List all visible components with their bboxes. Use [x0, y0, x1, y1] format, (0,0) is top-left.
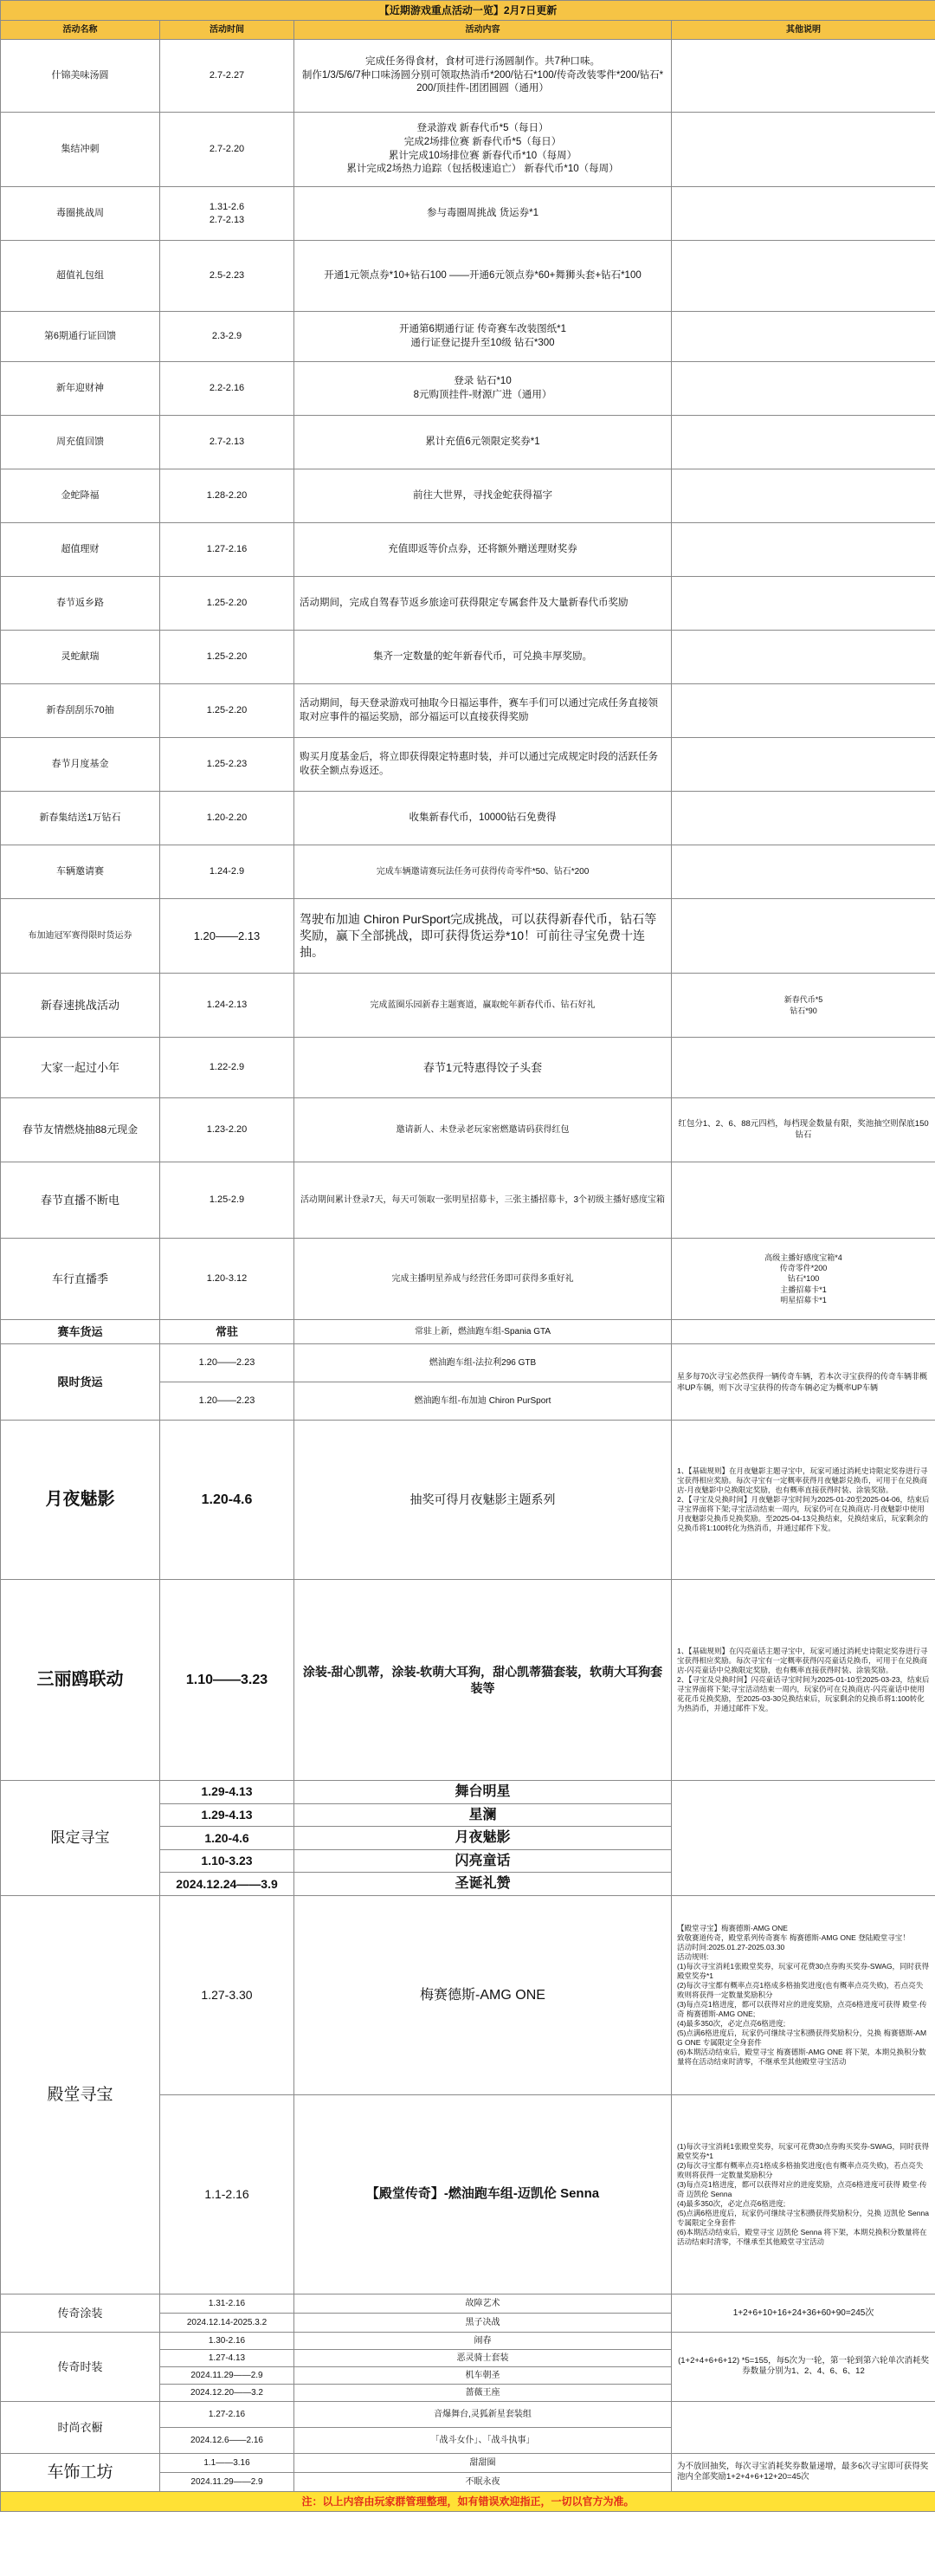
activity-time: 2024.12.24——3.9 [160, 1873, 294, 1896]
note-line: 主播招募卡*1 [780, 1285, 827, 1294]
activity-note: (1+2+4+6+6+12) *5=155，每5次为一轮，第一轮到第六轮单次消耗奖券数量分别为1、2、4、6、6、12 [672, 2332, 935, 2401]
activity-time: 1.20——2.23 [160, 1344, 294, 1382]
activity-name: 超值礼包组 [1, 241, 160, 312]
table-row [1, 1239, 935, 1320]
table-row [1, 684, 935, 738]
activity-content: 甜甜圈 [294, 2453, 672, 2472]
activity-content: 音爆舞台,灵狐新星套装组 [294, 2401, 672, 2427]
activity-name: 三丽鸥联动 [1, 1580, 160, 1781]
header-row [1, 21, 935, 40]
activity-time: 1.1——3.16 [160, 2453, 294, 2472]
activity-time: 1.20-4.6 [160, 1421, 294, 1580]
activity-time: 1.31-2.16 [160, 2294, 294, 2313]
activity-content: 抽奖可得月夜魅影主题系列 [294, 1421, 672, 1580]
activity-name: 春节友情燃烧抽88元现金 [1, 1098, 160, 1162]
activity-content: 涂装-甜心凯蒂，涂装-软萌大耳狗，甜心凯蒂猫套装，软萌大耳狗套装等 [294, 1580, 672, 1781]
activity-note [672, 187, 935, 241]
activity-content: 【殿堂传奇】-燃油跑车组-迈凯伦 Senna [294, 2094, 672, 2294]
activity-content: 闹春 [294, 2332, 672, 2349]
sheet-title: 【近期游戏重点活动一览】2月7日更新 [1, 1, 935, 21]
note-line: 钻石*100 [787, 1274, 820, 1284]
footer-note: 注：以上内容由玩家群管理整理，如有错误欢迎指正，一切以官方为准。 [1, 2491, 935, 2511]
activity-note: 为不放回抽奖，每次寻宝消耗奖券数量递增，最多6次寻宝即可获得奖池内全部奖励1+2+4+6+12+20=45次 [672, 2453, 935, 2491]
activity-note [672, 738, 935, 792]
header-content: 活动内容 [294, 21, 672, 40]
activity-content: 活动期间，完成自驾春节返乡旅途可获得限定专属套件及大量新春代币奖励 [294, 577, 672, 631]
table-row [1, 1421, 935, 1580]
table-row [1, 362, 935, 416]
table-row [1, 469, 935, 523]
content-line: 登录 钻石*10 [454, 375, 512, 386]
table-row [1, 738, 935, 792]
activity-note [672, 1580, 935, 1781]
activity-content: 「战斗女仆」、「战斗执事」 [294, 2427, 672, 2453]
table-row [1, 899, 935, 974]
activity-note [672, 40, 935, 113]
activity-content: 梅赛德斯-AMG ONE [294, 1895, 672, 2094]
content-line: 制作1/3/5/6/7种口味汤圆分别可领取热消币*200/钻石*100/传奇改装零件*200/钻石*200/顶挂件-团团圆圆（通用） [301, 69, 664, 94]
activity-name: 布加迪冠军赛得限时货运券 [1, 899, 160, 974]
activity-time: 2.5-2.23 [160, 241, 294, 312]
activity-time: 2024.11.29——2.9 [160, 2472, 294, 2491]
table-row [1, 1320, 935, 1344]
note-line: 传奇零件*200 [779, 1264, 828, 1273]
table-row [1, 416, 935, 469]
note-line: 新春代币*5 [783, 995, 823, 1005]
activity-content: 开通1元领点券*10+钻石100 ——开通6元领点券*60+舞狮头套+钻石*100 [294, 241, 672, 312]
activity-content: 活动期间，每天登录游戏可抽取今日福运事件，赛车手们可以通过完成任务直接领取对应事件的福运奖励，部分福运可以直接获得奖励 [294, 684, 672, 738]
note-line: (1)每次寻宝消耗1张殿堂奖券，玩家可花费30点券购买奖券-SWAG，同时获得殿堂奖券*1 [677, 2141, 930, 2160]
activity-content: 收集新春代币，10000钻石免费得 [294, 792, 672, 845]
activity-time: 1.25-2.23 [160, 738, 294, 792]
activity-note: 星多每70次寻宝必然获得一辆传奇车辆，若本次寻宝获得的传奇车辆非概率UP车辆，则下次寻宝获得的传奇车辆必定为概率UP车辆 [672, 1344, 935, 1421]
activity-note [672, 1320, 935, 1344]
activity-content: 累计充值6元领限定奖券*1 [294, 416, 672, 469]
activity-note [672, 1239, 935, 1320]
activity-time: 1.20-2.20 [160, 792, 294, 845]
activity-name: 传奇时装 [1, 2332, 160, 2401]
table-row [1, 1162, 935, 1239]
activity-time: 1.27-2.16 [160, 2401, 294, 2427]
content-line: 开通第6期通行证 传奇赛车改装图纸*1 [399, 323, 566, 334]
content-line: 8元购顶挂件-财源广进（通用） [413, 389, 552, 400]
activity-time: 1.27-4.13 [160, 2349, 294, 2366]
note-line: 【殿堂寻宝】梅赛德斯-AMG ONE [677, 1923, 788, 1932]
table-row [1, 631, 935, 684]
note-line: (3)每点亮1格进度，都可以获得对应的进度奖励，点亮6格进度可获得 殿堂·传奇 迈凯伦 Senna [677, 2179, 927, 2198]
activity-name: 灵蛇献瑞 [1, 631, 160, 684]
activity-time: 1.20-4.6 [160, 1827, 294, 1850]
activity-note [672, 469, 935, 523]
activity-content [294, 113, 672, 187]
table-row [1, 2453, 935, 2472]
note-line: (6)本期活动结束后，殿堂寻宝 迈凯伦 Senna 将下架，本期兑换积分数量将在活动结束时清零，不继承至其他殿堂寻宝活动 [677, 2228, 927, 2247]
table-row [1, 577, 935, 631]
activity-time: 2.7-2.27 [160, 40, 294, 113]
activity-content: 完成车辆邀请赛玩法任务可获得传奇零件*50、钻石*200 [294, 845, 672, 899]
activity-note [672, 241, 935, 312]
note-line: (6)本期活动结束后，殿堂寻宝 梅赛德斯-AMG ONE 将下架，本期兑换积分数量将在活动结束时清零，不继承至其他殿堂寻宝活动 [677, 2048, 926, 2067]
activity-content: 春节1元特惠得饺子头套 [294, 1038, 672, 1098]
activity-time: 1.25-2.20 [160, 577, 294, 631]
activity-name: 车饰工坊 [1, 2453, 160, 2491]
activity-note [672, 974, 935, 1038]
activity-note: 1+2+6+10+16+24+36+60+90=245次 [672, 2294, 935, 2332]
activity-content: 购买月度基金后，将立即获得限定特惠时装，并可以通过完成规定时段的活跃任务收获全额点券返还。 [294, 738, 672, 792]
content-line: 累计完成10场排位赛 新春代币*10（每周） [388, 150, 577, 161]
activity-content: 参与毒圈周挑战 货运券*1 [294, 187, 672, 241]
activity-content: 完成主播明星养成与经营任务即可获得多重好礼 [294, 1239, 672, 1320]
activity-time: 1.20——2.13 [160, 899, 294, 974]
activity-note [672, 1421, 935, 1580]
activity-name: 时尚衣橱 [1, 2401, 160, 2453]
activity-name: 周充值回馈 [1, 416, 160, 469]
activity-name: 车行直播季 [1, 1239, 160, 1320]
table-row [1, 1344, 935, 1382]
activity-content: 燃油跑车组-法拉利296 GTB [294, 1344, 672, 1382]
activity-time: 1.22-2.9 [160, 1038, 294, 1098]
note-line: (5)点满6格进度后，玩家仍可继续寻宝积攒获得奖励积分，兑换 迈凯伦 Senna 专属限定全身套件 [677, 2209, 929, 2228]
activity-time [160, 187, 294, 241]
note-line: (2)每次寻宝都有概率点亮1格成多格抽奖进度(也有概率点亮失败)，若点亮失败则将获得一定数量奖励积分 [677, 2160, 924, 2179]
activity-content: 燃油跑车组-布加迪 Chiron PurSport [294, 1382, 672, 1421]
note-line: (1)每次寻宝消耗1张殿堂奖券，玩家可花费30点券购买奖券-SWAG，同时获得殿堂奖券*1 [677, 1961, 930, 1980]
table-row [1, 1895, 935, 2094]
activity-time: 1.25-2.9 [160, 1162, 294, 1239]
activity-time: 1.27-2.16 [160, 523, 294, 577]
activity-note [672, 792, 935, 845]
activity-time: 1.27-3.30 [160, 1895, 294, 2094]
table-row [1, 187, 935, 241]
content-line: 完成2场排位赛 新春代币*5（每日） [403, 136, 562, 147]
table-row [1, 974, 935, 1038]
note-line: (4)最多350次，必定点亮6格进度; [677, 2019, 786, 2029]
activity-content: 舞台明星 [294, 1781, 672, 1804]
activity-content: 故障艺术 [294, 2294, 672, 2313]
content-line: 通行证登记提升至10级 钻石*300 [410, 337, 555, 348]
activity-name: 新年迎财神 [1, 362, 160, 416]
note-line: 2、【寻宝及兑换时间】闪亮童话寻宝时间为2025-01-10至2025-03-23，结束后寻宝界面将下架;寻宝活动结束一周内，玩家仍可在兑换商店-闪亮童话中使用花花币兑换奖励，至2025-03-30兑换结束后，玩家剩余的兑换币将1:100转化为热消币，并通过邮件下发。 [677, 1674, 930, 1713]
footer-row [1, 2491, 935, 2511]
activity-time: 2.3-2.9 [160, 312, 294, 362]
activity-note [672, 362, 935, 416]
activity-name: 超值理财 [1, 523, 160, 577]
activity-content: 闪亮童话 [294, 1849, 672, 1873]
title-row [1, 1, 935, 21]
activity-time: 1.24-2.13 [160, 974, 294, 1038]
activity-time: 1.28-2.20 [160, 469, 294, 523]
activity-time: 1.23-2.20 [160, 1098, 294, 1162]
activity-time: 1.25-2.20 [160, 631, 294, 684]
activity-content: 活动期间累计登录7天，每天可领取一张明星招募卡，三张主播招募卡，3个初级主播好感度宝箱 [294, 1162, 672, 1239]
activity-content: 黑子决战 [294, 2313, 672, 2332]
note-line: 明星招募卡*1 [780, 1295, 827, 1304]
activity-note: 红包分1、2、6、88元四档，每档现金数量有限，奖池抽空则保底150钻石 [672, 1098, 935, 1162]
activity-content: 蔷薇王座 [294, 2384, 672, 2401]
activity-content: 邀请新人、未登录老玩家密燃邀请码获得红包 [294, 1098, 672, 1162]
content-line: 累计完成2场热力追踪（包括极速追亡） 新春代币*10（每周） [346, 164, 619, 175]
activity-time: 1.29-4.13 [160, 1803, 294, 1827]
note-line: (2)每次寻宝都有概率点亮1格成多格抽奖进度(也有概率点亮失败)，若点亮失败则将获得一定数量奖励积分 [677, 1980, 924, 1999]
activity-name: 集结冲刺 [1, 113, 160, 187]
activity-note [672, 113, 935, 187]
activity-content: 完成蓝圈乐园新春主题赛道，赢取蛇年新春代币、钻石好礼 [294, 974, 672, 1038]
activity-note [672, 1895, 935, 2094]
note-line: (3)每点亮1格进度，都可以获得对应的进度奖励，点亮6格进度可获得 殿堂·传奇 梅赛德斯-AMG ONE; [677, 1999, 927, 2019]
activity-time: 1.20——2.23 [160, 1382, 294, 1421]
table-row [1, 2332, 935, 2349]
activity-content: 充值即返等价点券，还将额外赠送理财奖券 [294, 523, 672, 577]
activity-name: 传奇涂装 [1, 2294, 160, 2332]
activity-time: 2024.11.29——2.9 [160, 2366, 294, 2384]
note-line: 1、【基础规则】在闪亮童话主题寻宝中，玩家可通过消耗史诗限定奖券进行寻宝获得相应奖励。每次寻宝有一定概率获得闪亮童话兑换币，可用于在兑换商店-闪亮童话中兑换限定奖励，也有概率直接获得时装、涂装奖励。 [677, 1646, 928, 1674]
activity-name: 殿堂寻宝 [1, 1895, 160, 2294]
activity-content [294, 312, 672, 362]
note-line: 活动时间:2025.01.27-2025.03.30 [677, 1942, 785, 1951]
activity-content: 恶灵骑士套装 [294, 2349, 672, 2366]
activity-note [672, 2094, 935, 2294]
activity-name: 春节返乡路 [1, 577, 160, 631]
note-line: 致敬赛道传奇，殿堂系列传奇赛车 梅赛德斯-AMG ONE 登陆殿堂寻宝！ [677, 1932, 910, 1942]
header-time: 活动时间 [160, 21, 294, 40]
activity-time: 1.29-4.13 [160, 1781, 294, 1804]
activity-time: 2.7-2.13 [160, 416, 294, 469]
activity-note [672, 577, 935, 631]
activity-name: 新春刮刮乐70抽 [1, 684, 160, 738]
activity-name: 大家一起过小年 [1, 1038, 160, 1098]
note-line: 钻石*90 [790, 1006, 817, 1015]
activity-name: 新春集结送1万钻石 [1, 792, 160, 845]
activity-name: 什锦美味汤圆 [1, 40, 160, 113]
table-row [1, 2294, 935, 2313]
activity-content: 圣诞礼赞 [294, 1873, 672, 1896]
activity-note [672, 899, 935, 974]
activity-time: 2.2-2.16 [160, 362, 294, 416]
activity-time: 1.10-3.23 [160, 1849, 294, 1873]
activity-name: 金蛇降福 [1, 469, 160, 523]
activity-note [672, 1038, 935, 1098]
activity-time: 2024.12.20——3.2 [160, 2384, 294, 2401]
table-row [1, 523, 935, 577]
activity-content: 月夜魅影 [294, 1827, 672, 1850]
table-row [1, 1098, 935, 1162]
activity-note [672, 684, 935, 738]
content-line: 登录游戏 新春代币*5（每日） [416, 123, 549, 134]
table-row [1, 40, 935, 113]
note-line: 2、【寻宝及兑换时间】月夜魅影寻宝时间为2025-01-20至2025-04-06，结束后寻宝界面将下架;寻宝活动结束一周内，玩家仍可在兑换商店-月夜魅影中使用月夜魅影兑换币兑换奖励。至2025-04-13兑换结束，兑换结束后，玩家剩余的兑换币将1:100转化为热消币，并通过邮件下发。 [677, 1494, 930, 1533]
activity-name: 限时货运 [1, 1344, 160, 1421]
activity-content [294, 362, 672, 416]
activity-content: 星澜 [294, 1803, 672, 1827]
note-line: 高级主播好感度宝箱*4 [764, 1253, 842, 1263]
table-row [1, 845, 935, 899]
content-line: 完成任务得食材，食材可进行汤圆制作。共7种口味。 [365, 56, 600, 68]
activity-name: 赛车货运 [1, 1320, 160, 1344]
activity-name: 月夜魅影 [1, 1421, 160, 1580]
activity-time: 1.24-2.9 [160, 845, 294, 899]
activity-time: 1.1-2.16 [160, 2094, 294, 2294]
activity-content [294, 40, 672, 113]
table-row [1, 241, 935, 312]
activity-time: 1.10——3.23 [160, 1580, 294, 1781]
activity-content: 常驻上新，燃油跑车组-Spania GTA [294, 1320, 672, 1344]
activity-content: 不眠永夜 [294, 2472, 672, 2491]
activity-name: 限定寻宝 [1, 1781, 160, 1896]
activity-name: 毒圈挑战周 [1, 187, 160, 241]
activity-name: 新春速挑战活动 [1, 974, 160, 1038]
activity-time: 2024.12.14-2025.3.2 [160, 2313, 294, 2332]
activity-name: 车辆邀请赛 [1, 845, 160, 899]
activity-time: 常驻 [160, 1320, 294, 1344]
activity-note [672, 523, 935, 577]
activity-time: 2.7-2.20 [160, 113, 294, 187]
note-line: (5)点满6格进度后，玩家仍可继续寻宝积攒获得奖励积分，兑换 梅赛德斯-AMG ONE 专属限定全身套件 [677, 2029, 927, 2048]
activity-note [672, 416, 935, 469]
activity-note [672, 1162, 935, 1239]
activity-time: 1.20-3.12 [160, 1239, 294, 1320]
table-row [1, 1781, 935, 1804]
activity-name: 春节月度基金 [1, 738, 160, 792]
table-row [1, 312, 935, 362]
activity-time: 1.25-2.20 [160, 684, 294, 738]
activity-content: 前往大世界，寻找金蛇获得福字 [294, 469, 672, 523]
activity-content: 机车朝圣 [294, 2366, 672, 2384]
activity-note [672, 631, 935, 684]
activity-content: 驾驶布加迪 Chiron PurSport完成挑战，可以获得新春代币，钻石等奖励，赢下全部挑战，即可获得货运券*10！可前往寻宝免费十连抽。 [294, 899, 672, 974]
activity-time: 2024.12.6——2.16 [160, 2427, 294, 2453]
activity-content: 集齐一定数量的蛇年新春代币，可兑换丰厚奖励。 [294, 631, 672, 684]
table-row [1, 792, 935, 845]
note-line: (4)最多350次，必定点亮6格进度; [677, 2198, 786, 2208]
activity-note [672, 1781, 935, 1896]
time-line: 1.31-2.6 [209, 201, 245, 212]
activity-note [672, 312, 935, 362]
activity-name: 春节直播不断电 [1, 1162, 160, 1239]
time-line: 2.7-2.13 [209, 214, 245, 225]
activity-note [672, 2401, 935, 2453]
table-row [1, 1038, 935, 1098]
table-row [1, 1580, 935, 1781]
activity-time: 1.30-2.16 [160, 2332, 294, 2349]
header-name: 活动名称 [1, 21, 160, 40]
table-row [1, 113, 935, 187]
activity-note [672, 845, 935, 899]
table-row [1, 2401, 935, 2427]
activity-name: 第6期通行证回馈 [1, 312, 160, 362]
note-line: 活动规则: [677, 1951, 709, 1961]
header-note: 其他说明 [672, 21, 935, 40]
note-line: 1、【基础规则】在月夜魅影主题寻宝中，玩家可通过消耗史诗限定奖券进行寻宝获得相应奖励。每次寻宝有一定概率获得月夜魅影兑换币，可用于在兑换商店-月夜魅影中兑换限定奖励，也有概率直接获得时装、涂装奖励。 [677, 1466, 928, 1494]
